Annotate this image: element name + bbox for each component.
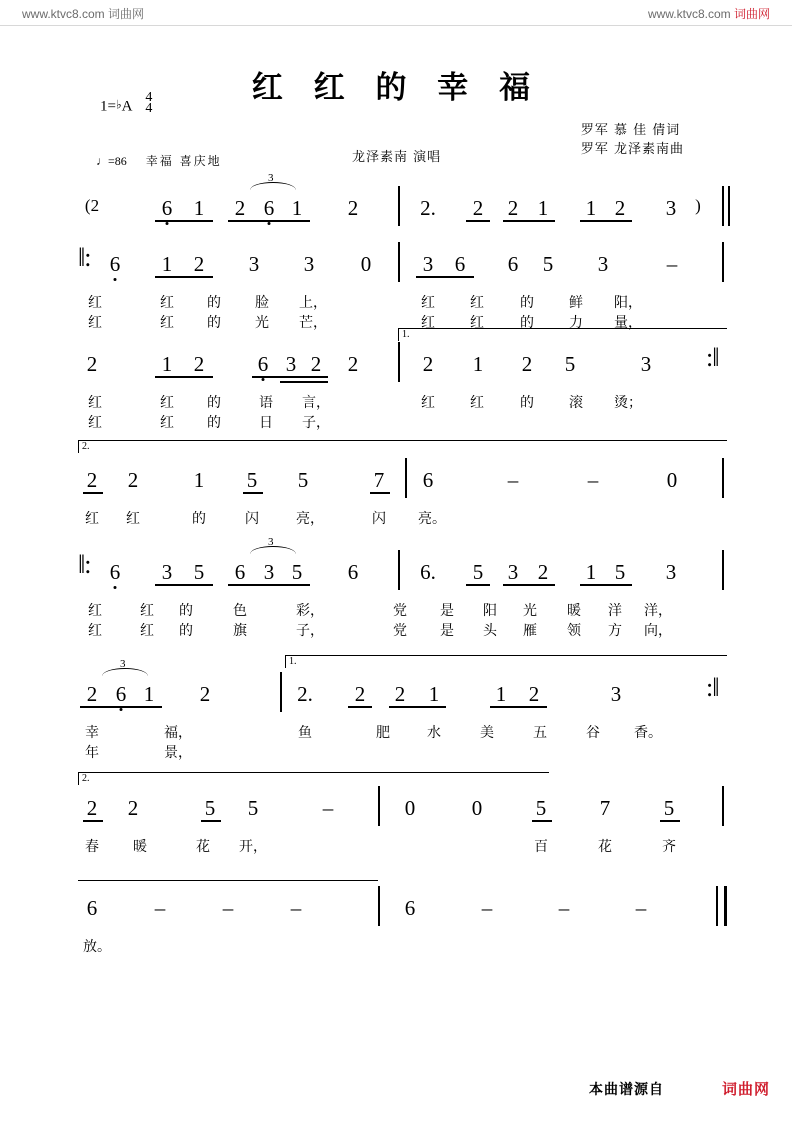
barline: [280, 672, 282, 712]
lyric: 闪: [245, 511, 259, 527]
note: 6: [347, 560, 359, 584]
lyric: 鲜: [569, 295, 583, 311]
note: 3: [161, 560, 173, 584]
note: 6: [404, 896, 416, 920]
lyric: 红: [421, 295, 435, 311]
note: 3: [610, 682, 622, 706]
lyric: 红: [88, 395, 102, 411]
key-note: A: [121, 98, 132, 115]
barline: [398, 342, 400, 382]
lyric: 开，: [239, 839, 267, 855]
barline: [722, 550, 724, 590]
lyric: 的: [520, 315, 534, 331]
lyric: 红: [126, 511, 140, 527]
note: 3: [665, 560, 677, 584]
lyric: 红: [470, 295, 484, 311]
note: 5: [663, 796, 675, 820]
volta-bracket-2: [78, 772, 549, 785]
barline: [378, 786, 380, 826]
footer-source: 本曲谱源自: [589, 1082, 664, 1098]
lyric: 红: [140, 603, 154, 619]
lyric: 红: [88, 315, 102, 331]
note: 0: [360, 252, 372, 276]
lyric: 的: [207, 315, 221, 331]
beam: [228, 220, 310, 222]
lyric: 红: [421, 395, 435, 411]
note: 2: [86, 796, 98, 820]
page-title: 红 红 的 幸 福: [251, 70, 541, 106]
lyric: 脸: [255, 295, 269, 311]
lyric: 语: [259, 395, 273, 411]
beam: [389, 706, 446, 708]
volta-bracket-1: [398, 328, 727, 341]
intro-close-paren: ): [695, 196, 701, 215]
octave-dot-low: [114, 586, 117, 589]
lyric: 色: [233, 603, 247, 619]
beam: [416, 276, 474, 278]
note: 3: [422, 252, 434, 276]
note: 2: [86, 682, 98, 706]
beam: [503, 584, 555, 586]
beam: [80, 706, 162, 708]
note: 6.: [420, 560, 436, 584]
lyric: 红: [470, 395, 484, 411]
lyric: 上，: [299, 295, 327, 311]
note: 2: [347, 196, 359, 220]
note: –: [481, 896, 493, 920]
lyric: 光: [255, 315, 269, 331]
lyric: 雁: [523, 623, 537, 639]
octave-dot-low: [120, 708, 123, 711]
repeat-start: ‖:: [78, 550, 91, 579]
lyric: 子，: [296, 623, 324, 639]
beam: [532, 820, 552, 822]
note: 2: [86, 352, 98, 376]
lyric: 是: [440, 623, 454, 639]
note: 1: [143, 682, 155, 706]
note: 1: [472, 352, 484, 376]
note: 2: [234, 196, 246, 220]
triplet-number: 3: [268, 172, 274, 184]
watermark-right-brand: 词曲网: [733, 7, 770, 21]
lyric: 芒，: [299, 315, 327, 331]
note: 1: [291, 196, 303, 220]
note: 3: [303, 252, 315, 276]
beam: [503, 220, 555, 222]
lyric: 滚: [569, 395, 583, 411]
barline: [722, 242, 724, 282]
note: 6: [109, 560, 121, 584]
note: –: [635, 896, 647, 920]
beam: [580, 220, 632, 222]
lyric: 香。: [634, 725, 662, 741]
lyric: 幸: [85, 725, 99, 741]
lyric: 彩，: [296, 603, 324, 619]
note: 1: [161, 252, 173, 276]
note: 3: [263, 560, 275, 584]
barline: [722, 458, 724, 498]
lyric: 景，: [164, 745, 192, 761]
lyric: 花: [598, 839, 612, 855]
beam: [155, 276, 213, 278]
lyric: 阳，: [614, 295, 642, 311]
beam: [280, 381, 328, 383]
note: 0: [471, 796, 483, 820]
volta-bracket-2: [78, 440, 727, 453]
mood-marking: 幸福 喜庆地: [145, 154, 222, 168]
note: 6: [161, 196, 173, 220]
lyric: 红: [160, 395, 174, 411]
lyric: 的: [207, 295, 221, 311]
note: 2: [86, 468, 98, 492]
lyric: 日: [259, 415, 273, 431]
note: 0: [404, 796, 416, 820]
note: 6: [257, 352, 269, 376]
beam: [155, 376, 213, 378]
note: 1: [428, 682, 440, 706]
triplet-number: 3: [120, 658, 126, 670]
octave-dot-low: [262, 378, 265, 381]
lyric: 光: [523, 603, 537, 619]
lyric: 红: [140, 623, 154, 639]
note: 2: [537, 560, 549, 584]
lyric: 党: [393, 603, 407, 619]
lyric: 头: [483, 623, 497, 639]
note: 2.: [420, 196, 436, 220]
lyric: 向，: [644, 623, 672, 639]
barline: [398, 242, 400, 282]
note: 3: [640, 352, 652, 376]
note: –: [290, 896, 302, 920]
lyric: 的: [179, 623, 193, 639]
lyric: 亮，: [296, 511, 324, 527]
barline: [722, 786, 724, 826]
note: –: [154, 896, 166, 920]
lyricist-credit: 罗军 慕 佳 倩词: [580, 123, 681, 138]
intro-open-paren: (2: [84, 196, 100, 215]
lyric: 谷: [586, 725, 600, 741]
repeat-end: :‖: [706, 673, 719, 702]
note: 5: [472, 560, 484, 584]
note: 6: [263, 196, 275, 220]
lyric: 的: [520, 395, 534, 411]
lyric: 红: [160, 415, 174, 431]
beam: [155, 220, 213, 222]
beam: [348, 706, 372, 708]
note: 5: [564, 352, 576, 376]
tie-bracket: [78, 880, 378, 893]
note: 2.: [297, 682, 313, 706]
beam: [201, 820, 221, 822]
beam: [83, 820, 103, 822]
lyric: 放。: [83, 939, 111, 955]
lyric: 洋: [608, 603, 622, 619]
note: 3: [248, 252, 260, 276]
lyric: 的: [207, 415, 221, 431]
note: 2: [472, 196, 484, 220]
note: 1: [193, 468, 205, 492]
lyric: 的: [192, 511, 206, 527]
beam: [252, 376, 328, 378]
note: 2: [199, 682, 211, 706]
lyric: 力: [569, 315, 583, 331]
lyric: 福，: [164, 725, 192, 741]
lyric: 肥: [376, 725, 390, 741]
meter-denominator: 4: [145, 101, 153, 117]
note: 2: [310, 352, 322, 376]
beam: [660, 820, 680, 822]
note: 1: [537, 196, 549, 220]
lyric: 旗: [233, 623, 247, 639]
note: 5: [535, 796, 547, 820]
volta-number: 1.: [402, 329, 410, 340]
lyric: 美: [480, 725, 494, 741]
note: 2: [354, 682, 366, 706]
note: 6: [507, 252, 519, 276]
note: –: [666, 252, 678, 276]
note: 3: [507, 560, 519, 584]
lyric: 红: [88, 295, 102, 311]
footer-brand: 词曲网: [721, 1080, 770, 1098]
barline: [398, 550, 400, 590]
lyric: 花: [196, 839, 210, 855]
note: 2: [507, 196, 519, 220]
lyric: 党: [393, 623, 407, 639]
note: 2: [193, 352, 205, 376]
lyric: 五: [533, 725, 547, 741]
note: 2: [127, 796, 139, 820]
note: 2: [528, 682, 540, 706]
lyric: 亮。: [418, 511, 446, 527]
note: 5: [614, 560, 626, 584]
note: 3: [665, 196, 677, 220]
composer-credit: 罗军 龙泽素南曲: [580, 141, 684, 157]
lyric: 暖: [133, 839, 147, 855]
flat-icon: ♭: [115, 97, 122, 112]
barline: [398, 186, 400, 226]
note: 6: [454, 252, 466, 276]
lyric: 红: [88, 415, 102, 431]
lyric: 红: [470, 315, 484, 331]
note: 5: [247, 796, 259, 820]
lyric: 鱼: [298, 725, 312, 741]
note: 2: [614, 196, 626, 220]
volta-number: 1.: [289, 656, 297, 667]
note: 5: [291, 560, 303, 584]
note: 2: [347, 352, 359, 376]
lyric: 红: [88, 623, 102, 639]
beam: [490, 706, 547, 708]
singer-credit: 龙泽素南 演唱: [352, 150, 442, 165]
beam: [243, 492, 263, 494]
note: 0: [666, 468, 678, 492]
lyric: 领: [567, 623, 581, 639]
beam: [83, 492, 103, 494]
note: –: [587, 468, 599, 492]
note: 2: [521, 352, 533, 376]
note: 1: [585, 196, 597, 220]
lyric: 齐: [662, 839, 676, 855]
note: 5: [297, 468, 309, 492]
note: 2: [422, 352, 434, 376]
watermark-left: www.ktvc8.com 词曲网: [22, 7, 145, 21]
repeat-end: :‖: [706, 343, 719, 372]
note: 7: [599, 796, 611, 820]
repeat-start: ‖:: [78, 243, 91, 272]
beam: [466, 584, 490, 586]
barline: [378, 886, 380, 926]
note: 7: [373, 468, 385, 492]
note: 2: [394, 682, 406, 706]
lyric: 春: [85, 839, 99, 855]
lyric: 水: [427, 725, 441, 741]
lyric: 子，: [302, 415, 330, 431]
barline-final: [728, 186, 730, 226]
lyric: 是: [440, 603, 454, 619]
lyric: 洋，: [644, 603, 672, 619]
lyric: 闪: [372, 511, 386, 527]
note: 2: [193, 252, 205, 276]
octave-dot-low: [114, 278, 117, 281]
note: 5: [246, 468, 258, 492]
beam: [155, 584, 213, 586]
note: 6: [422, 468, 434, 492]
note: 5: [193, 560, 205, 584]
note: 6: [109, 252, 121, 276]
beam: [370, 492, 390, 494]
note: 1: [193, 196, 205, 220]
lyric: 年: [85, 745, 99, 761]
note: 1: [495, 682, 507, 706]
note: 5: [542, 252, 554, 276]
lyric: 红: [160, 315, 174, 331]
beam: [580, 584, 632, 586]
lyric: 言，: [302, 395, 330, 411]
note: 3: [285, 352, 297, 376]
footer: [0, 1075, 792, 1105]
note: –: [507, 468, 519, 492]
note: 6: [115, 682, 127, 706]
note: 3: [597, 252, 609, 276]
note: –: [558, 896, 570, 920]
tempo-value: ♩=86: [96, 154, 127, 168]
beam: [228, 584, 310, 586]
lyric: 方: [608, 623, 622, 639]
lyric: 的: [207, 395, 221, 411]
lyric: 的: [520, 295, 534, 311]
key-label: 1=: [100, 98, 116, 115]
meter-numerator: 4: [145, 90, 153, 105]
note: 5: [204, 796, 216, 820]
barline: [716, 886, 718, 926]
lyric: 红: [88, 603, 102, 619]
note: –: [222, 896, 234, 920]
watermark-right-url: www.ktvc8.com: [647, 7, 731, 21]
lyric: 红: [421, 315, 435, 331]
barline: [722, 186, 724, 226]
lyric: 百: [534, 839, 548, 855]
barline-final: [724, 886, 727, 926]
volta-bracket-1: [285, 655, 727, 668]
triplet-number: 3: [268, 536, 274, 548]
note: 6: [86, 896, 98, 920]
note: 6: [234, 560, 246, 584]
lyric: 红: [85, 511, 99, 527]
note: 2: [127, 468, 139, 492]
lyric: 红: [160, 295, 174, 311]
lyric: 暖: [567, 603, 581, 619]
note: –: [322, 796, 334, 820]
note: 1: [161, 352, 173, 376]
volta-number: 2.: [82, 441, 90, 452]
lyric: 量，: [614, 315, 642, 331]
note: 1: [585, 560, 597, 584]
octave-dot-low: [268, 222, 271, 225]
lyric: 的: [179, 603, 193, 619]
lyric: 阳: [483, 603, 497, 619]
beam: [466, 220, 490, 222]
octave-dot-low: [166, 222, 169, 225]
volta-number: 2.: [82, 773, 90, 784]
barline: [405, 458, 407, 498]
lyric: 烫；: [614, 395, 642, 411]
